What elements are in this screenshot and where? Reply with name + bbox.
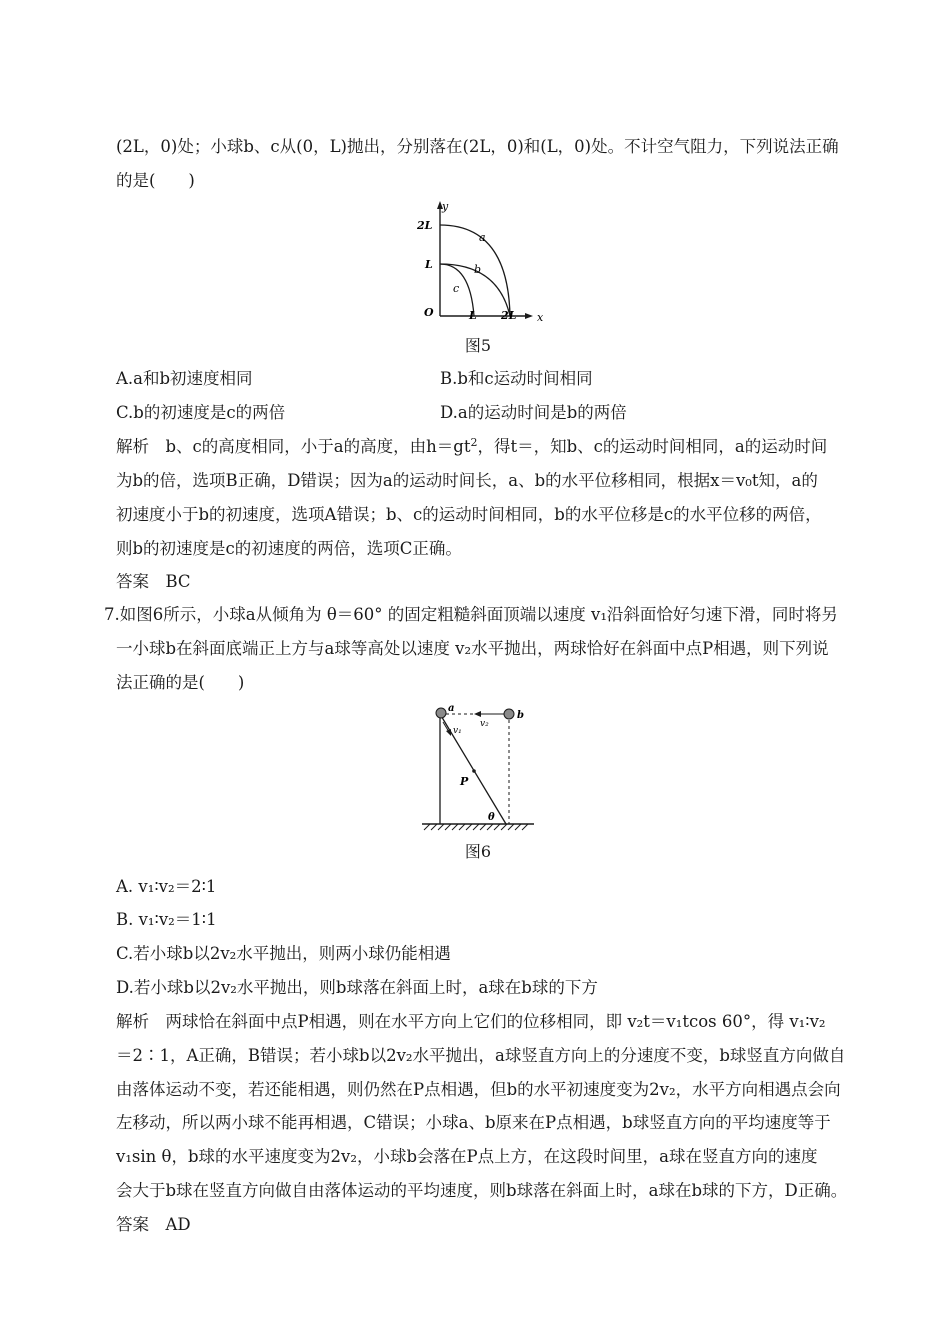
figure-6-label-a: a (448, 703, 455, 714)
q7-option-a: A. v₁∶v₂＝2∶1 (116, 877, 217, 896)
q6-option-b: B.b和c运动时间相同 (440, 369, 593, 388)
figure-6-label-v2: v₂ (480, 719, 489, 729)
figure-5-label-x-L: L (469, 309, 477, 322)
figure-5-x-arrow (525, 313, 533, 319)
figure-6-ball-b (504, 709, 514, 719)
figure-5-caption: 图5 (464, 336, 492, 355)
q6-answer: 答案 BC (116, 572, 191, 591)
q7-analysis-line4: 左移动，所以两小球不能再相遇，C错误；小球a、b原来在P点相遇，b球竖直方向的平均速度等于 (116, 1113, 831, 1132)
figure-5-label-y-L: L (425, 258, 433, 271)
q7-analysis-line2: ＝2∶1，A正确，B错误；若小球b以2v₂水平抛出，a球竖直方向上的分速度不变，b球竖直方向做自 (116, 1046, 846, 1065)
q6-stem-line1: (2L，0)处；小球b、c从(0，L)抛出，分别落在(2L，0)和(L，0)处。不计空气阻力，下列说法正确 (116, 137, 839, 156)
q7-stem-line3: 法正确的是( ) (116, 673, 245, 692)
q7-analysis-line6: 会大于b球在竖直方向做自由落体运动的平均速度，则b球落在斜面上时，a球在b球的下方，D正确。 (116, 1181, 848, 1200)
figure-6-label-b: b (517, 710, 524, 721)
q7-stem-line2: 一小球b在斜面底端正上方与a球等高处以速度 v₂水平抛出，两球恰好在斜面中点P相遇，则下列说 (116, 639, 829, 658)
q7-option-c: C.若小球b以2v₂水平抛出，则两小球仍能相遇 (116, 944, 451, 963)
figure-5-label-y-2L: 2L (417, 219, 433, 232)
figure-5-label-y: y (442, 200, 449, 213)
q7-analysis-line3: 由落体运动不变，若还能相遇，则仍然在P点相遇，但b的水平初速度变为2v₂，水平方向相遇点会向 (116, 1080, 841, 1099)
q6-analysis-line1-sup: 2 (470, 436, 478, 449)
q6-analysis-line3: 初速度小于b的初速度，选项A错误；b、c的运动时间相同，b的水平位移是c的水平位移的两倍， (116, 505, 822, 524)
q7-analysis-line5: v₁sin θ，b球的水平速度变为2v₂，小球b会落在P点上方，在这段时间里，a球在竖直方向的速度 (116, 1147, 818, 1166)
figure-6-label-p: P (460, 775, 469, 788)
figure-6-v1-arrow-head (446, 729, 451, 736)
q7-option-d: D.若小球b以2v₂水平抛出，则b球落在斜面上时，a球在b球的下方 (116, 978, 598, 997)
figure-6-label-v1: v₁ (453, 726, 462, 736)
q6-analysis-line4: 则b的初速度是c的初速度的两倍，选项C正确。 (116, 539, 462, 558)
q6-analysis-line1-post: ，得t＝，知b、c的运动时间相同，a的运动时间 (477, 437, 828, 456)
figure-5-label-origin: O (424, 306, 434, 319)
figure-6-ground-hatch (424, 824, 528, 830)
figure-5 (408, 198, 548, 326)
q7-analysis-line1: 解析 两球恰在斜面中点P相遇，则在水平方向上它们的位移相同，即 v₂t＝v₁tcos 60°，得 v₁∶v₂ (116, 1012, 826, 1031)
figure-6 (416, 700, 542, 832)
figure-5-label-curve-b: b (474, 263, 482, 276)
q6-stem-line2: 的是( ) (116, 171, 195, 190)
figure-5-label-x: x (537, 311, 544, 324)
q6-analysis-line2: 为b的倍，选项B正确，D错误；因为a的运动时间长，a、b的水平位移相同，根据x＝v₀t知，a的 (116, 471, 818, 490)
q6-option-c: C.b的初速度是c的两倍 (116, 403, 286, 422)
figure-6-ball-a (436, 708, 446, 718)
q7-option-b: B. v₁∶v₂＝1∶1 (116, 910, 217, 929)
figure-5-label-x-2L: 2L (501, 309, 517, 322)
figure-6-caption: 图6 (464, 842, 492, 861)
figure-5-label-curve-a: a (479, 231, 486, 244)
figure-6-label-theta: θ (488, 812, 495, 823)
q7-stem-line1: 7.如图6所示，小球a从倾角为 θ＝60° 的固定粗糙斜面顶端以速度 v₁沿斜面恰好匀速下滑，同时将另 (104, 605, 838, 624)
q6-option-a: A.a和b初速度相同 (116, 369, 253, 388)
q6-analysis-line1 (116, 435, 827, 459)
figure-5-label-curve-c: c (453, 282, 460, 295)
figure-6-point-p (472, 769, 476, 773)
figure-6-v2-arrow-head (474, 711, 481, 717)
q6-analysis-line1-pre: 解析 b、c的高度相同，小于a的高度，由h＝gt (116, 437, 471, 456)
q7-answer: 答案 AD (116, 1215, 191, 1234)
q6-option-d: D.a的运动时间是b的两倍 (440, 403, 627, 422)
